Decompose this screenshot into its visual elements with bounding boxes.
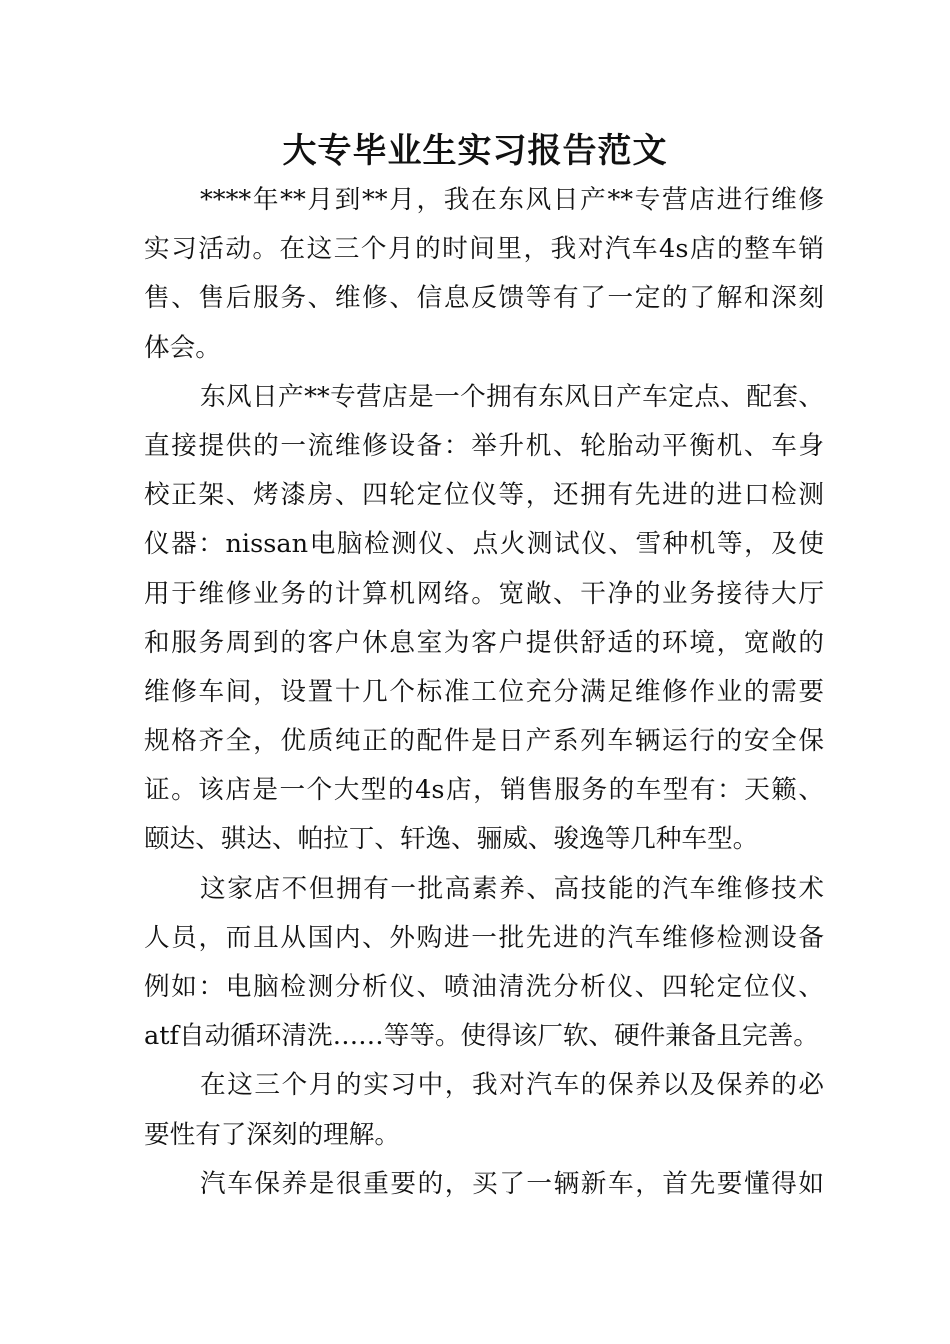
text-line: 东风日产**专营店是一个拥有东风日产车定点、配套、 xyxy=(200,381,824,412)
text-line: 校正架、烤漆房、四轮定位仪等，还拥有先进的进口检测 xyxy=(144,480,824,511)
text-line: 维修车间，设置十几个标准工位充分满足维修作业的需要 xyxy=(144,676,824,707)
text-line: ****年**月到**月，我在东风日产**专营店进行维修 xyxy=(200,185,824,215)
text-line: 直接提供的一流维修设备：举升机、轮胎动平衡机、车身 xyxy=(144,430,824,461)
text-line: 人员，而且从国内、外购进一批先进的汽车维修检测设备 xyxy=(144,922,824,953)
text-line: 证。该店是一个大型的4s店，销售服务的车型有：天籁、 xyxy=(144,775,824,806)
text-line: 在这三个月的实习中，我对汽车的保养以及保养的必 xyxy=(200,1070,824,1101)
text-line: 例如：电脑检测分析仪、喷油清洗分析仪、四轮定位仪、 xyxy=(144,972,824,1002)
text-line: 体会。 xyxy=(144,332,221,363)
text-line: 汽车保养是很重要的，买了一辆新车，首先要懂得如 xyxy=(200,1168,824,1199)
text-line: 和服务周到的客户休息室为客户提供舒适的环境，宽敞的 xyxy=(144,627,824,658)
text-line: atf自动循环清洗……等等。使得该厂软、硬件兼备且完善。 xyxy=(144,1021,819,1052)
document-title: 大专毕业生实习报告范文 xyxy=(282,131,668,171)
text-line: 实习活动。在这三个月的时间里，我对汽车4s店的整车销 xyxy=(144,234,824,265)
text-line: 售、售后服务、维修、信息反馈等有了一定的了解和深刻 xyxy=(144,283,824,314)
text-line: 要性有了深刻的理解。 xyxy=(144,1119,400,1150)
text-line: 用于维修业务的计算机网络。宽敞、干净的业务接待大厅 xyxy=(144,578,824,609)
document-body xyxy=(144,176,824,1209)
text-line: 这家店不但拥有一批高素养、高技能的汽车维修技术 xyxy=(200,873,824,904)
text-line: 颐达、骐达、帕拉丁、轩逸、骊威、骏逸等几种车型。 xyxy=(144,824,759,855)
text-line: 规格齐全，优质纯正的配件是日产系列车辆运行的安全保 xyxy=(144,726,824,757)
text-line: 仪器：nissan电脑检测仪、点火测试仪、雪种机等，及使 xyxy=(144,529,824,560)
